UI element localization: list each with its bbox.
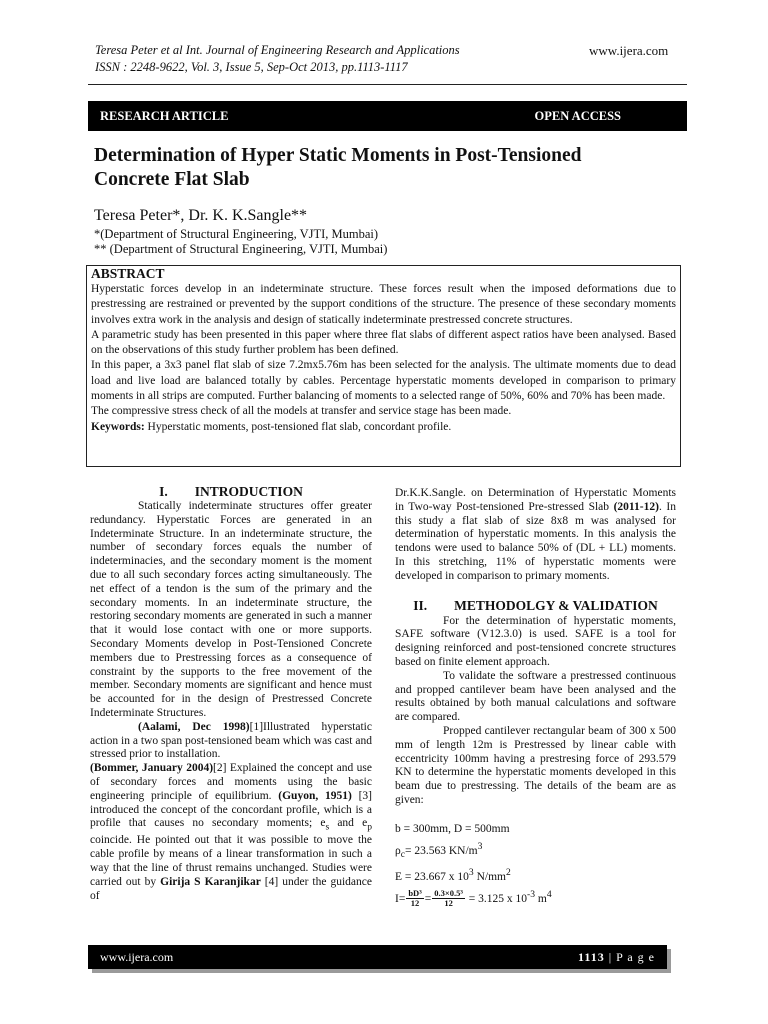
right-column	[395, 487, 676, 908]
section-heading-methodology: II. METHODOLGY & VALIDATION	[413, 597, 658, 613]
citation-aalami: (Aalami, Dec 1998)	[138, 720, 250, 733]
fraction-denominator: 12	[444, 898, 453, 909]
authors: Teresa Peter*, Dr. K. K.Sangle**	[94, 207, 308, 224]
equation-modulus	[395, 866, 676, 884]
footer-website: www.ijera.com	[100, 950, 174, 964]
page-footer	[88, 945, 667, 969]
methodology-paragraph: For the determination of hyperstatic moments, SAFE software (V12.3.0) is used. SAFE is a tool for designing reinforced and post-tensioned concrete structures based on finite element approach.	[395, 614, 676, 668]
affiliation-2: ** (Department of Structural Engineering, VJTI, Mumbai)	[94, 242, 388, 256]
abstract-paragraph: In this paper, a 3x3 panel flat slab of size 7.2mx5.76m has been selected for the analysis. The ultimate moments due to dead load and live load are balanced totally by cables. Percentage hyperstatic moments developed in comparison to primary moments in all strips are computed. Further balancing of moments to a selected range of 50%, 60% and 70% has been made.	[91, 359, 676, 403]
fraction	[406, 889, 423, 908]
journal-citation	[95, 42, 565, 76]
equation-text: m	[535, 892, 547, 905]
intro-text: [1]Illustrated hyperstatic action in a two span post-tensioned beam which was cast and stressed prior to installation.	[90, 720, 372, 761]
citation-guyon: (Guyon, 1951)	[278, 789, 352, 802]
superscript: 2	[505, 866, 511, 878]
fraction-numerator: bD³	[408, 888, 422, 899]
keywords-label: Keywords:	[91, 420, 145, 433]
equation-text: E = 23.667 x 10	[395, 870, 469, 883]
citation-year: (2011-12)	[613, 500, 659, 513]
superscript: 3	[477, 840, 483, 852]
subscript-s: s	[325, 821, 330, 833]
equation-density	[395, 840, 676, 862]
page-label: | P a g e	[604, 950, 655, 964]
research-article-label: RESEARCH ARTICLE	[100, 109, 229, 123]
article-type-band	[88, 101, 687, 131]
equation-text: = 3.125 x 10	[465, 892, 528, 905]
abstract-paragraph: The compressive stress check of all the models at transfer and service stage has been made.	[91, 405, 512, 418]
keywords	[91, 420, 676, 435]
journal-line-1: Teresa Peter et al Int. Journal of Engineering Research and Applications	[95, 43, 460, 57]
keywords-text: Hyperstatic moments, post-tensioned flat slab, concordant profile.	[144, 420, 452, 433]
equation-text: N/mm	[473, 870, 506, 883]
intro-paragraph: Statically indeterminate structures offer greater redundancy. Hyperstatic Forces are generated in an Indeterminate Structure. In an indeterminate structure, the number of secondary forces equals the number of indeterminacies, and the secondary moment is the moment due to all such secondary forces acting simultaneously. The net effect of a tendon is the sum of the primary and the secondary moments. In an indeterminate structure, the restoring secondary moments are generated in such a manner that it would lose contact with one or more supports. Secondary Moments develop in Post-Tensioned Concrete members due to Prestressing forces as a consequence of constraint by the supports to the free movement of the member. Secondary moments are significant and hence must be accounted for in the design of Prestressed Concrete Indeterminate Structures.	[90, 500, 372, 719]
abstract-paragraph: Hyperstatic forces develop in an indeterminate structure. These forces result when the imposed deformations due to prestressing are restrained or prevented by the support conditions of the structure. The presence of these secondary moments involves extra work in the analysis and design of statically indeterminate prestressed concrete structures.	[91, 283, 676, 326]
abstract-box	[86, 265, 681, 467]
fraction-numerator: 0.3×0.5³	[434, 888, 463, 899]
body-text: . In this study a flat slab of size 8x8 m was analysed for determination of hyperstatic moments. In this analysis the tendons were used to balance 50% of (DL + LL) moments. In this stretching, 11% of hyperstatic moments were developed in comparison to primary moments.	[395, 500, 676, 582]
intro-text: [4] under the guidance of	[90, 875, 372, 902]
affiliation-1: *(Department of Structural Engineering, VJTI, Mumbai)	[94, 227, 379, 241]
superscript: 4	[546, 888, 552, 900]
page-number-value: 1113	[578, 950, 605, 964]
header-rule	[88, 84, 687, 85]
intro-text: [3] introduced the concept of the concordant profile, which is a profile that causes no secondary moments; e	[90, 789, 372, 830]
intro-text: coincide. He pointed out that it was possible to move the cable profile by means of a linear transformation in such a way that the line of thrust remains unchanged. Studies were carried out by	[90, 834, 372, 888]
rho-symbol: ρ	[395, 844, 401, 857]
journal-line-2: ISSN : 2248-9622, Vol. 3, Issue 5, Sep-Oct 2013, pp.1113-1117	[95, 60, 408, 74]
citation-karanjikar: Girija S Karanjikar	[160, 875, 261, 888]
superscript: 3	[468, 866, 474, 878]
open-access-label: OPEN ACCESS	[534, 109, 621, 123]
fraction-denominator: 12	[410, 898, 420, 909]
paper-title: Determination of Hyper Static Moments in Post-Tensioned Concrete Flat Slab	[94, 145, 582, 190]
methodology-paragraph: To validate the software a prestressed continuous and propped cantilever beam have been analysed and the results obtained by both manual calculations and software are compared.	[395, 669, 676, 724]
equation-dimensions: b = 300mm, D = 500mm	[395, 822, 510, 835]
intro-text: [2] Explained the concept and use of secondary forces and moments using the basic engineering principle of equilibrium.	[90, 762, 372, 802]
continued-paragraph	[395, 487, 676, 584]
subscript-p: p	[367, 821, 372, 833]
superscript: -3	[527, 888, 536, 900]
body-text: Dr.K.K.Sangle. on Determination of Hyperstatic Moments in Two-way Post-tensioned Pre-stressed Slab	[395, 487, 676, 513]
fraction	[432, 889, 465, 908]
page-number	[578, 950, 655, 965]
intro-text: and e	[329, 817, 368, 830]
equation-text: I=	[395, 892, 406, 905]
citation-bommer: (Bommer, January 2004)	[90, 762, 214, 775]
intro-paragraph	[90, 762, 372, 903]
header-website: www.ijera.com	[589, 43, 669, 58]
abstract-heading: ABSTRACT	[91, 266, 165, 281]
equation-text: = 23.563 KN/m	[405, 844, 478, 857]
intro-paragraph	[90, 721, 372, 762]
equals-sign: =	[424, 892, 432, 905]
section-heading-introduction: I. INTRODUCTION	[159, 484, 303, 499]
equation-inertia	[395, 888, 676, 909]
subscript-c: c	[400, 848, 406, 860]
methodology-paragraph: Propped cantilever rectangular beam of 300 x 500 mm of length 12m is Prestressed by linear cable with eccentricity 100mm having a prestresing force of 293.579 KN to determine the hyperstatic moments developed in this beam due to prestressing. The details of the beam are as given:	[395, 724, 676, 806]
abstract-paragraph: A parametric study has been presented in this paper where three flat slabs of different aspect ratios have been analysed. Based on the observations of this study further problem has been defined.	[91, 328, 676, 357]
left-column	[90, 484, 372, 903]
